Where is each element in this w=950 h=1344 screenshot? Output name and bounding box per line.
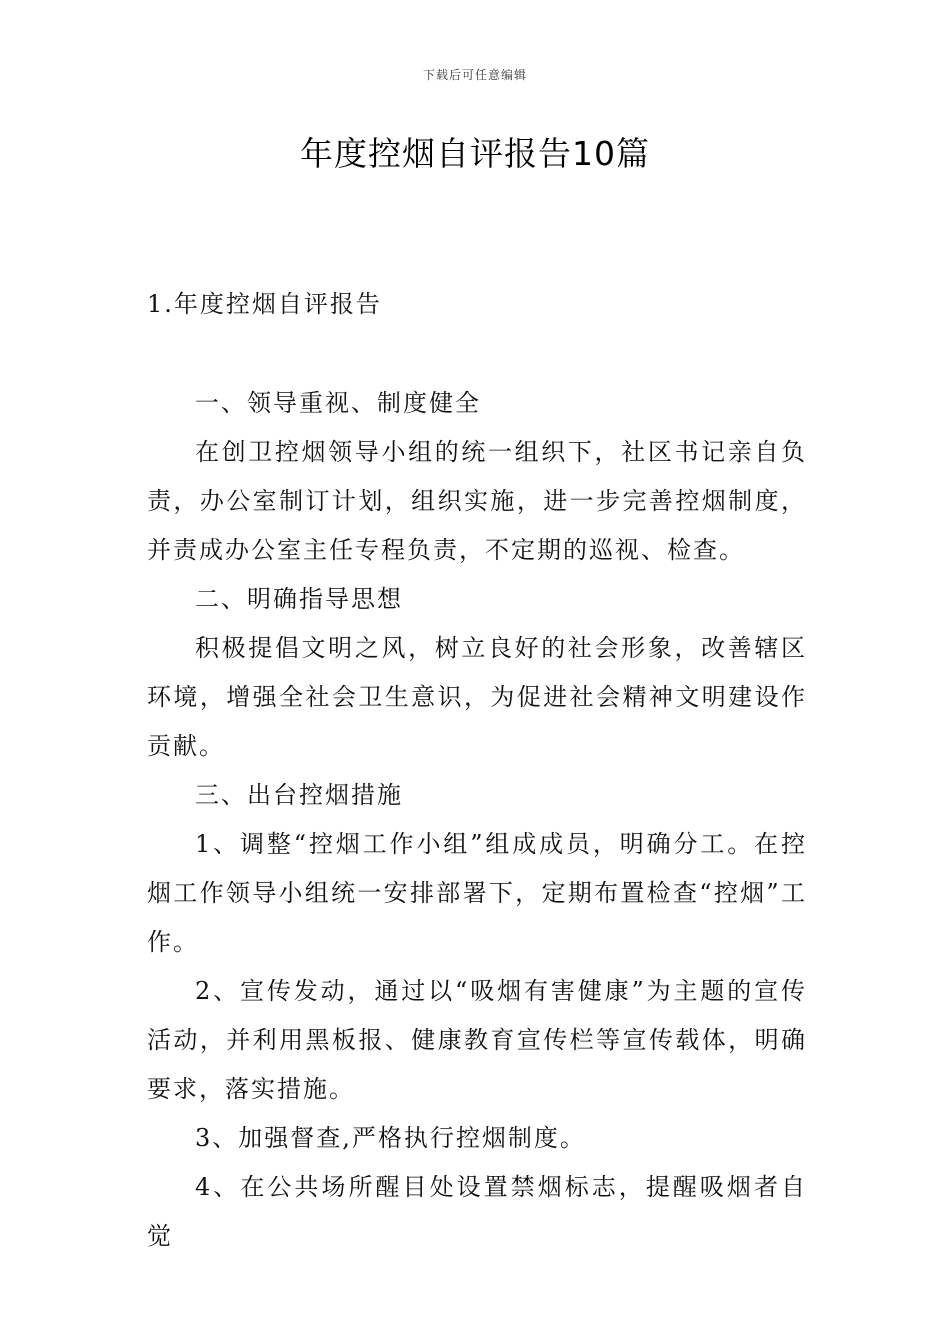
paragraph-measure-1: 1、调整“控烟工作小组”组成成员，明确分工。在控烟工作领导小组统一安排部署下，定期布置检查“控烟”工作。 [147, 830, 807, 956]
header-note: 下载后可任意编辑 [422, 68, 527, 82]
subheading-leadership: 一、领导重视、制度健全 [195, 389, 481, 417]
paragraph-measure-2: 2、宣传发动，通过以“吸烟有害健康”为主题的宣传活动，并利用黑板报、健康教育宣传栏等宣传载体，明确要求，落实措施。 [147, 977, 807, 1103]
paragraph-measure-3: 3、加强督查,严格执行控烟制度。 [195, 1124, 586, 1152]
paragraph-leadership: 在创卫控烟领导小组的统一组织下，社区书记亲自负责，办公室制订计划，组织实施，进一步完善控烟制度，并责成办公室主任专程负责，不定期的巡视、检查。 [147, 438, 807, 564]
subheading-guiding-thought: 二、明确指导思想 [195, 585, 403, 613]
document-body [147, 280, 807, 1261]
section-heading: 1.年度控烟自评报告 [147, 290, 382, 318]
paragraph-measure-4: 4、在公共场所醒目处设置禁烟标志，提醒吸烟者自觉 [147, 1173, 807, 1250]
document-title: 年度控烟自评报告10篇 [300, 134, 650, 173]
subheading-measures: 三、出台控烟措施 [195, 781, 403, 809]
paragraph-guiding-thought: 积极提倡文明之风，树立良好的社会形象，改善辖区环境，增强全社会卫生意识，为促进社会精神文明建设作贡献。 [147, 634, 807, 760]
